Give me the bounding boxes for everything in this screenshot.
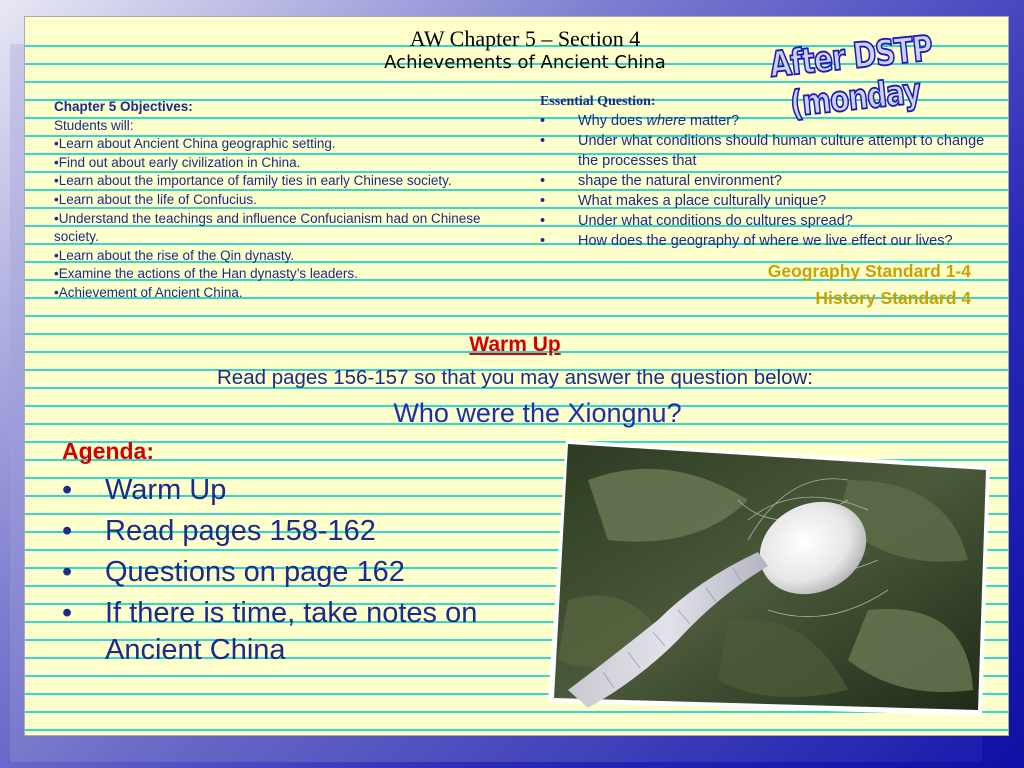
after-dstp-stamp: After DSTP (monday [767, 27, 934, 125]
objective-item: •Achievement of Ancient China. [54, 284, 243, 300]
essential-question-item [540, 111, 1000, 131]
slide-title [355, 26, 695, 74]
geography-standard: Geography Standard 1-4 [767, 261, 971, 281]
silkworm-cocoon-photo [548, 440, 990, 716]
objectives-heading: Chapter 5 Objectives: [54, 99, 193, 114]
objectives-intro: Students will: [54, 117, 134, 133]
essential-questions [540, 93, 1000, 251]
objective-item: •Learn about the life of Confucius. [54, 191, 257, 207]
essential-question-item: • Under what conditions should human culture attempt to change the processes that [540, 131, 1000, 171]
objective-item: •Understand the teachings and influence Confucianism had on Chinese society. [54, 210, 481, 245]
objective-item: •Learn about the rise of the Qin dynasty. [54, 247, 295, 263]
essential-heading: Essential Question: [540, 94, 656, 109]
warmup-title: Warm Up [469, 333, 561, 356]
agenda-heading: Agenda: [62, 438, 154, 464]
objective-item: •Learn about the importance of family ties in early Chinese society. [54, 173, 452, 189]
history-standard: History Standard 4 [815, 288, 971, 308]
title-line-2: Achievements of Ancient China [384, 52, 666, 73]
q1-prefix: Why does [578, 113, 647, 129]
agenda-item: • Questions on page 162 [62, 554, 532, 591]
warmup-instruction: Read pages 156-157 so that you may answer the question below: [216, 366, 814, 389]
objective-item: •Examine the actions of the Han dynasty’s leaders. [54, 266, 358, 282]
agenda-item: • Read pages 158-162 [62, 513, 532, 550]
objective-item: •Find out about early civilization in China. [54, 154, 301, 170]
q1-emphasis: where [646, 113, 686, 129]
objective-item: •Learn about Ancient China geographic setting. [54, 136, 336, 152]
essential-question-list [540, 111, 1000, 251]
agenda-list [62, 472, 532, 673]
chapter-objectives [54, 98, 494, 303]
warmup-question: Who were the Xiongnu? [393, 398, 682, 428]
essential-question-item: • What makes a place culturally unique? [540, 191, 1000, 211]
q1-suffix: matter? [686, 113, 740, 129]
title-line-1: AW Chapter 5 – Section 4 [409, 26, 641, 51]
essential-question-item: • Under what conditions do cultures spread? [540, 211, 1000, 231]
agenda-item: • If there is time, take notes on Ancient China [62, 595, 532, 669]
standards [768, 258, 971, 312]
essential-question-item: • shape the natural environment? [540, 171, 1000, 191]
agenda-item: • Warm Up [62, 472, 532, 509]
essential-question-item: • How does the geography of where we live effect our lives? [540, 231, 1000, 251]
